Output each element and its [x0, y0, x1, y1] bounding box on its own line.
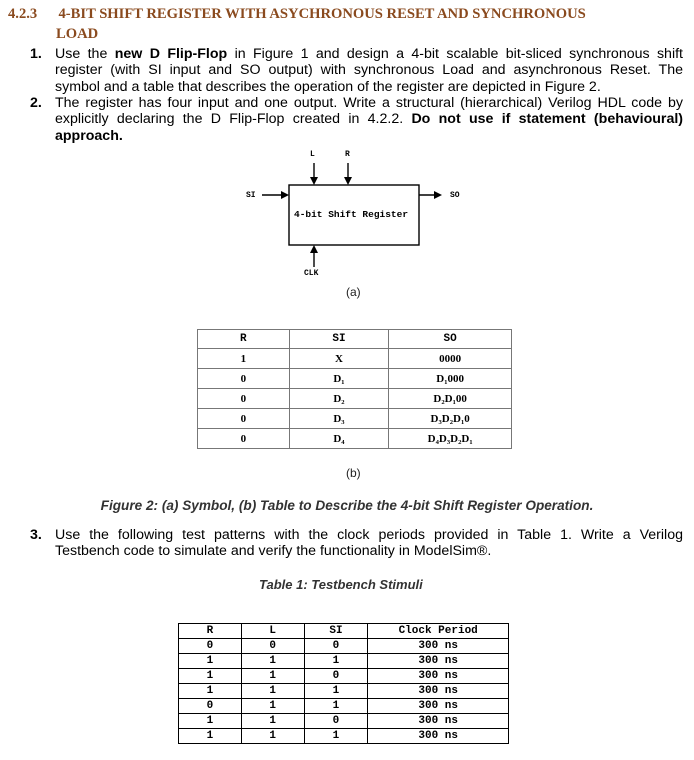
cell-si: X [289, 349, 389, 369]
table-row [179, 699, 509, 714]
cell-clock-period: 300 ns [368, 699, 509, 714]
cell-r: 1 [179, 714, 242, 729]
table-row [179, 729, 509, 744]
cell-r: 1 [179, 669, 242, 684]
cell-clock-period: 300 ns [368, 639, 509, 654]
item-line: symbol and a table that describes the operation of the register are depicted in Figure 2. [55, 78, 601, 95]
subfigure-a-label: (a) [346, 285, 361, 299]
input-r-label: R [345, 150, 350, 159]
section-title: 4-BIT SHIFT REGISTER WITH ASYCHRONOUS RESET AND SYNCHRONOUS [58, 6, 586, 22]
cell-clock-period: 300 ns [368, 729, 509, 744]
table-row [198, 349, 512, 369]
table-row [179, 639, 509, 654]
table-row [198, 369, 512, 389]
header-l: L [241, 624, 304, 639]
cell-si: 1 [304, 729, 368, 744]
table-row [198, 429, 512, 449]
cell-r: 0 [198, 369, 290, 389]
cell-clock-period: 300 ns [368, 684, 509, 699]
register-box-label: 4-bit Shift Register [294, 209, 409, 220]
section-title-line2: LOAD [56, 26, 99, 42]
input-si-label: SI [246, 191, 256, 200]
item-line: approach. [55, 127, 123, 144]
cell-si: 1 [304, 684, 368, 699]
cell-l: 1 [241, 729, 304, 744]
shift-register-symbol [240, 145, 470, 305]
item3-line2: Testbench code to simulate and verify the functionality in ModelSim®. [55, 543, 492, 559]
table-row [198, 409, 512, 429]
cell-r: 0 [198, 389, 290, 409]
cell-si: 1 [304, 699, 368, 714]
cell-si: D₁ [289, 369, 389, 389]
cell-l: 1 [241, 654, 304, 669]
item-line: register (with SI input and SO output) with synchronous Load and asynchronous Reset. The [55, 62, 683, 79]
table-row [179, 714, 509, 729]
cell-r: 0 [198, 429, 290, 449]
item-line: Use the new D Flip-Flop in Figure 1 and design a 4-bit scalable bit-sliced synchronous shift [55, 46, 683, 62]
header-r: R [179, 624, 242, 639]
cell-l: 1 [241, 684, 304, 699]
cell-si: 0 [304, 669, 368, 684]
cell-clock-period: 300 ns [368, 714, 509, 729]
cell-si: D₂ [289, 389, 389, 409]
section-heading [8, 6, 586, 23]
testbench-table [178, 623, 509, 744]
cell-si: D₄ [289, 429, 389, 449]
figure-caption: Figure 2: (a) Symbol, (b) Table to Describe the 4-bit Shift Register Operation. [100, 498, 594, 513]
cell-l: 1 [241, 669, 304, 684]
cell-r: 0 [179, 699, 242, 714]
header-clock-period: Clock Period [368, 624, 509, 639]
table-row [179, 654, 509, 669]
header-si: SI [304, 624, 368, 639]
section-number: 4.2.3 [8, 6, 38, 22]
cell-r: 0 [198, 409, 290, 429]
cell-l: 1 [241, 699, 304, 714]
header-so: SO [389, 330, 512, 349]
input-l-label: L [310, 150, 315, 159]
cell-so: D₂D₁00 [389, 389, 512, 409]
cell-so: D₄D₃D₂D₁ [389, 429, 512, 449]
cell-r: 1 [179, 684, 242, 699]
cell-so: 0000 [389, 349, 512, 369]
cell-clock-period: 300 ns [368, 669, 509, 684]
cell-r: 1 [179, 654, 242, 669]
item-line: The register has four input and one output. Write a structural (hierarchical) Verilog HDL code by [55, 94, 683, 111]
cell-l: 1 [241, 714, 304, 729]
cell-si: 0 [304, 714, 368, 729]
item-number: 2. [30, 94, 42, 111]
table-row [179, 684, 509, 699]
output-so-label: SO [450, 191, 460, 200]
cell-r: 0 [179, 639, 242, 654]
cell-si: D₃ [289, 409, 389, 429]
item3-line1: Use the following test patterns with the clock periods provided in Table 1. Write a Verilog [55, 527, 683, 543]
cell-l: 0 [241, 639, 304, 654]
cell-so: D₁000 [389, 369, 512, 389]
subfigure-b-label: (b) [346, 466, 361, 480]
cell-so: D₃D₂D₁0 [389, 409, 512, 429]
item3-number: 3. [30, 527, 42, 543]
item-number: 1. [30, 46, 42, 62]
cell-clock-period: 300 ns [368, 654, 509, 669]
table1-caption: Table 1: Testbench Stimuli [259, 577, 423, 592]
cell-si: 0 [304, 639, 368, 654]
cell-r: 1 [179, 729, 242, 744]
operation-table [197, 329, 512, 449]
table-row [198, 389, 512, 409]
clk-label: CLK [304, 269, 319, 278]
header-r: R [198, 330, 290, 349]
cell-r: 1 [198, 349, 290, 369]
item-line: explicitly declaring the D Flip-Flop created in 4.2.2. Do not use if statement (behavioural) [55, 111, 684, 128]
cell-si: 1 [304, 654, 368, 669]
header-si: SI [289, 330, 389, 349]
table-row [179, 669, 509, 684]
